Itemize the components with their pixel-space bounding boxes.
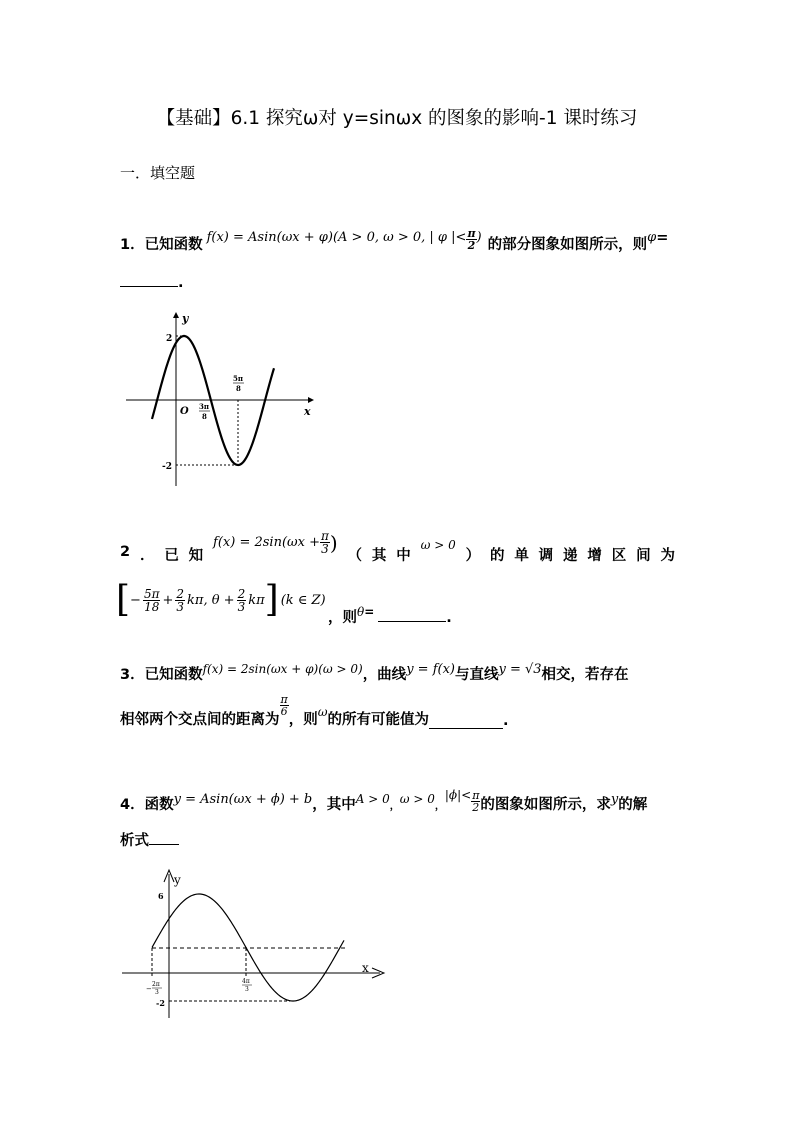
section-heading: 一．填空题 bbox=[120, 164, 196, 182]
x-axis-arrow bbox=[308, 397, 314, 403]
fraction-denominator: 3 bbox=[321, 542, 329, 556]
char: 其 bbox=[371, 548, 387, 564]
fraction-denominator: 2 bbox=[467, 239, 476, 252]
question-text: ，则 bbox=[288, 712, 318, 728]
x-axis-label: x bbox=[304, 405, 311, 418]
char: ） bbox=[465, 548, 481, 564]
char: 知 bbox=[188, 548, 204, 564]
question-1 bbox=[120, 227, 669, 255]
formula-end: ) bbox=[329, 530, 338, 555]
separator: ， bbox=[389, 801, 400, 812]
formula: f(x) = 2sin(ωx + φ)(ω > 0) bbox=[202, 662, 363, 676]
sine-curve bbox=[152, 336, 274, 465]
answer-blank[interactable] bbox=[149, 830, 179, 845]
question-text: 与直线 bbox=[454, 667, 499, 683]
equals: = bbox=[656, 229, 669, 246]
variable: ω bbox=[317, 705, 328, 719]
fraction-numerator: 5π bbox=[143, 586, 160, 601]
period: . bbox=[178, 275, 184, 291]
fraction bbox=[175, 588, 185, 613]
question-text: 已知函数 bbox=[144, 667, 203, 683]
question-text: ，其中 bbox=[312, 797, 356, 813]
char: （ bbox=[347, 548, 363, 564]
question-4-line-2 bbox=[120, 829, 179, 850]
question-text: 的图象如图所示，求 bbox=[480, 797, 611, 813]
y-axis-label: y bbox=[182, 312, 189, 325]
fraction-numerator: 2 bbox=[237, 586, 246, 601]
interval-middle: kπ, θ + bbox=[187, 592, 235, 608]
y-min-label: -2 bbox=[162, 462, 172, 472]
question-2-interval bbox=[116, 579, 326, 620]
curve-formula: y = f(x) bbox=[406, 662, 455, 677]
question-text: 析式 bbox=[120, 833, 149, 849]
fraction-numerator: π bbox=[467, 227, 476, 240]
y-min-label: -2 bbox=[156, 998, 165, 1008]
origin-label: O bbox=[180, 406, 189, 417]
fraction-numerator: 2 bbox=[176, 586, 185, 601]
condition: ω > 0 bbox=[420, 538, 456, 552]
question-number: 3． bbox=[120, 667, 145, 683]
graph-2 bbox=[118, 866, 390, 1022]
fraction bbox=[320, 530, 330, 555]
y-max-label: 6 bbox=[158, 891, 164, 901]
fraction-numerator: π bbox=[280, 693, 288, 706]
char: 单 bbox=[514, 548, 529, 564]
tick-label-b-den: 3 bbox=[245, 986, 249, 993]
period: . bbox=[503, 713, 509, 729]
question-text: 相交，若存在 bbox=[541, 667, 629, 683]
bracket-open: [ bbox=[116, 579, 131, 620]
fraction bbox=[237, 588, 247, 613]
fraction-denominator: 6 bbox=[280, 705, 288, 718]
formula-group bbox=[213, 530, 338, 555]
answer-blank[interactable] bbox=[429, 714, 503, 729]
equals: = bbox=[364, 605, 375, 619]
question-text: 已知函数 bbox=[144, 237, 203, 253]
char: 的 bbox=[489, 548, 505, 564]
question-text: 相邻两个交点间的距离为 bbox=[120, 712, 280, 728]
question-4 bbox=[120, 788, 648, 823]
question-text: 函数 bbox=[144, 797, 174, 813]
tick-label-b-den: 8 bbox=[236, 384, 241, 393]
fraction-denominator: 3 bbox=[176, 599, 185, 614]
question-3-line-2 bbox=[120, 693, 509, 731]
x-axis-label: x bbox=[362, 961, 369, 975]
char: 已 bbox=[164, 548, 179, 564]
question-number: 1． bbox=[120, 237, 145, 253]
char: 中 bbox=[396, 548, 411, 564]
y-max-label: 2 bbox=[166, 334, 173, 344]
formula-end: ) bbox=[476, 230, 482, 245]
char: 区 bbox=[611, 548, 627, 564]
interval-end: kπ bbox=[248, 592, 265, 608]
k-condition: (k ∈ Z) bbox=[280, 592, 326, 608]
condition-omega: ω > 0 bbox=[399, 792, 435, 806]
y-axis-label: y bbox=[174, 873, 181, 887]
bracket-close: ] bbox=[264, 579, 279, 620]
formula: f(x) = Asin(ωx + φ)(A > 0, ω > 0, | φ |< bbox=[206, 230, 467, 245]
fraction-numerator: π bbox=[472, 789, 480, 802]
question-text: 的解 bbox=[618, 797, 648, 813]
tick-label-a-den: 3 bbox=[155, 989, 159, 996]
fraction bbox=[280, 694, 289, 717]
question-text: 的所有可能值为 bbox=[327, 712, 430, 728]
question-2 bbox=[120, 529, 675, 569]
answer-blank[interactable] bbox=[120, 272, 178, 287]
condition-a: A > 0 bbox=[355, 792, 390, 806]
char: 2 bbox=[120, 544, 131, 560]
fraction-denominator: 3 bbox=[237, 599, 246, 614]
condition-phi: |ϕ|< bbox=[444, 788, 472, 802]
line-formula: y = √3 bbox=[498, 662, 542, 677]
fraction-numerator: π bbox=[320, 529, 329, 543]
question-number: 4． bbox=[120, 797, 145, 813]
variable: y bbox=[610, 792, 619, 807]
question-text: 的部分图象如图所示，则 bbox=[487, 237, 648, 253]
tick-label-b-num: 4π bbox=[242, 978, 250, 985]
formula: f(x) = 2sin(ωx + bbox=[213, 535, 320, 550]
char: 调 bbox=[538, 548, 554, 564]
fraction bbox=[143, 588, 161, 613]
char: 增 bbox=[587, 548, 602, 564]
answer-blank[interactable] bbox=[378, 607, 446, 622]
fraction-denominator: 2 bbox=[472, 801, 480, 814]
char: 递 bbox=[563, 548, 578, 564]
fraction bbox=[466, 228, 476, 251]
char: 为 bbox=[660, 548, 675, 564]
question-text: ，则 bbox=[328, 610, 357, 626]
question-text: ，曲线 bbox=[362, 667, 407, 683]
minus: − bbox=[130, 592, 141, 608]
y-axis-arrow bbox=[173, 312, 179, 318]
fraction bbox=[471, 790, 480, 813]
separator: ， bbox=[434, 801, 445, 812]
tick-label-b-num: 5π bbox=[233, 374, 243, 383]
variable: φ bbox=[647, 230, 657, 245]
tick-label-a-den: 8 bbox=[202, 412, 207, 421]
char: 间 bbox=[636, 548, 651, 564]
period: . bbox=[446, 610, 452, 626]
graph-1 bbox=[118, 308, 318, 490]
question-3 bbox=[120, 663, 629, 684]
tick-label-a-num: 3π bbox=[199, 402, 209, 411]
variable: θ bbox=[357, 605, 365, 619]
fraction-denominator: 18 bbox=[144, 599, 160, 614]
page-title: 【基础】6.1 探究ω对 y=sinωx 的图象的影响-1 课时练习 bbox=[156, 108, 638, 129]
formula: y = Asin(ωx + ϕ) + b bbox=[173, 792, 313, 807]
plus: + bbox=[162, 592, 174, 608]
answer-line-1 bbox=[120, 272, 184, 291]
tick-label-a-sign: − bbox=[146, 985, 152, 993]
question-2-answer bbox=[328, 606, 452, 627]
char: ． bbox=[139, 548, 155, 564]
tick-label-a-num: 2π bbox=[152, 981, 160, 988]
